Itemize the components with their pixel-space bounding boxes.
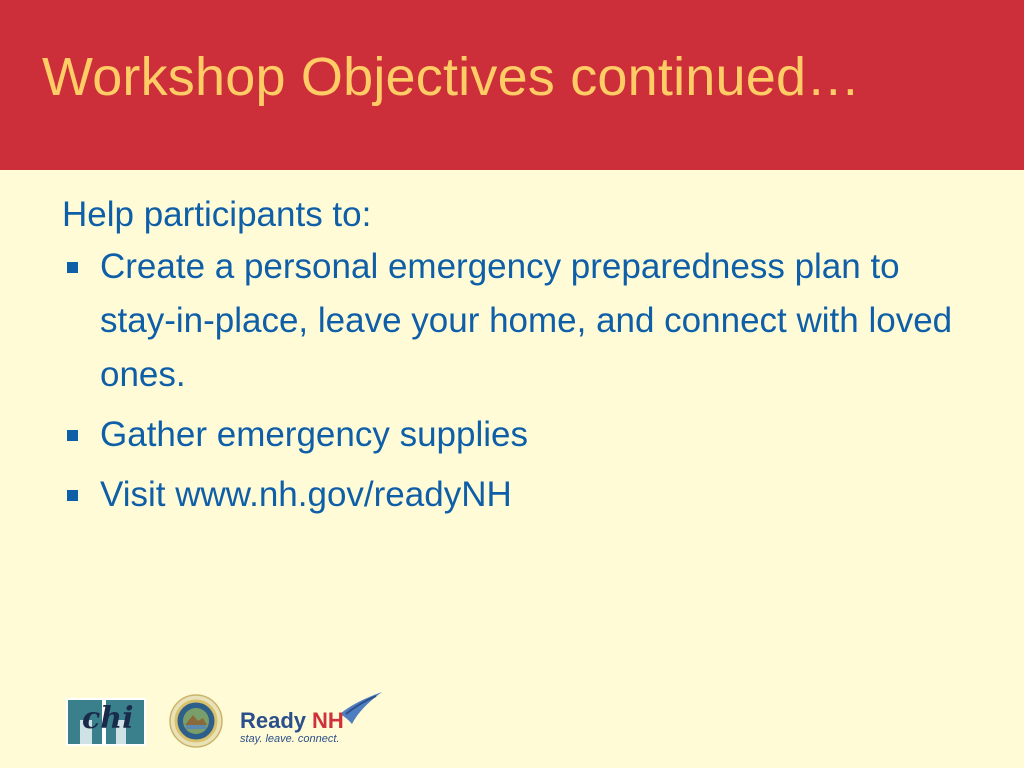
bullet-text: Visit www.nh.gov/readyNH: [100, 475, 512, 514]
square-bullet-icon: [67, 262, 78, 273]
title-banner: [0, 0, 1024, 170]
square-bullet-icon: [67, 430, 78, 441]
slide-content: [62, 192, 962, 528]
readynh-logo: [236, 690, 396, 746]
bullet-text: Create a personal emergency preparedness plan to stay-in-place, leave your home, and connect with loved ones.: [100, 247, 953, 394]
bullet-text: Gather emergency supplies: [100, 415, 528, 454]
intro-text: Help participants to:: [62, 195, 372, 234]
readynh-tagline: stay. leave. connect.: [240, 733, 340, 745]
chi-logo-text: chi: [82, 701, 134, 736]
slide-title: Workshop Objectives continued…: [42, 47, 861, 107]
state-seal-icon: [169, 694, 223, 748]
bullet-item: [62, 240, 962, 402]
bullet-list: [62, 240, 962, 522]
chi-logo: [66, 698, 146, 746]
bullet-item: [62, 408, 962, 462]
bullet-item: [62, 468, 962, 522]
square-bullet-icon: [67, 490, 78, 501]
nh-text: NH: [312, 708, 344, 733]
ready-text: Ready: [240, 708, 307, 733]
